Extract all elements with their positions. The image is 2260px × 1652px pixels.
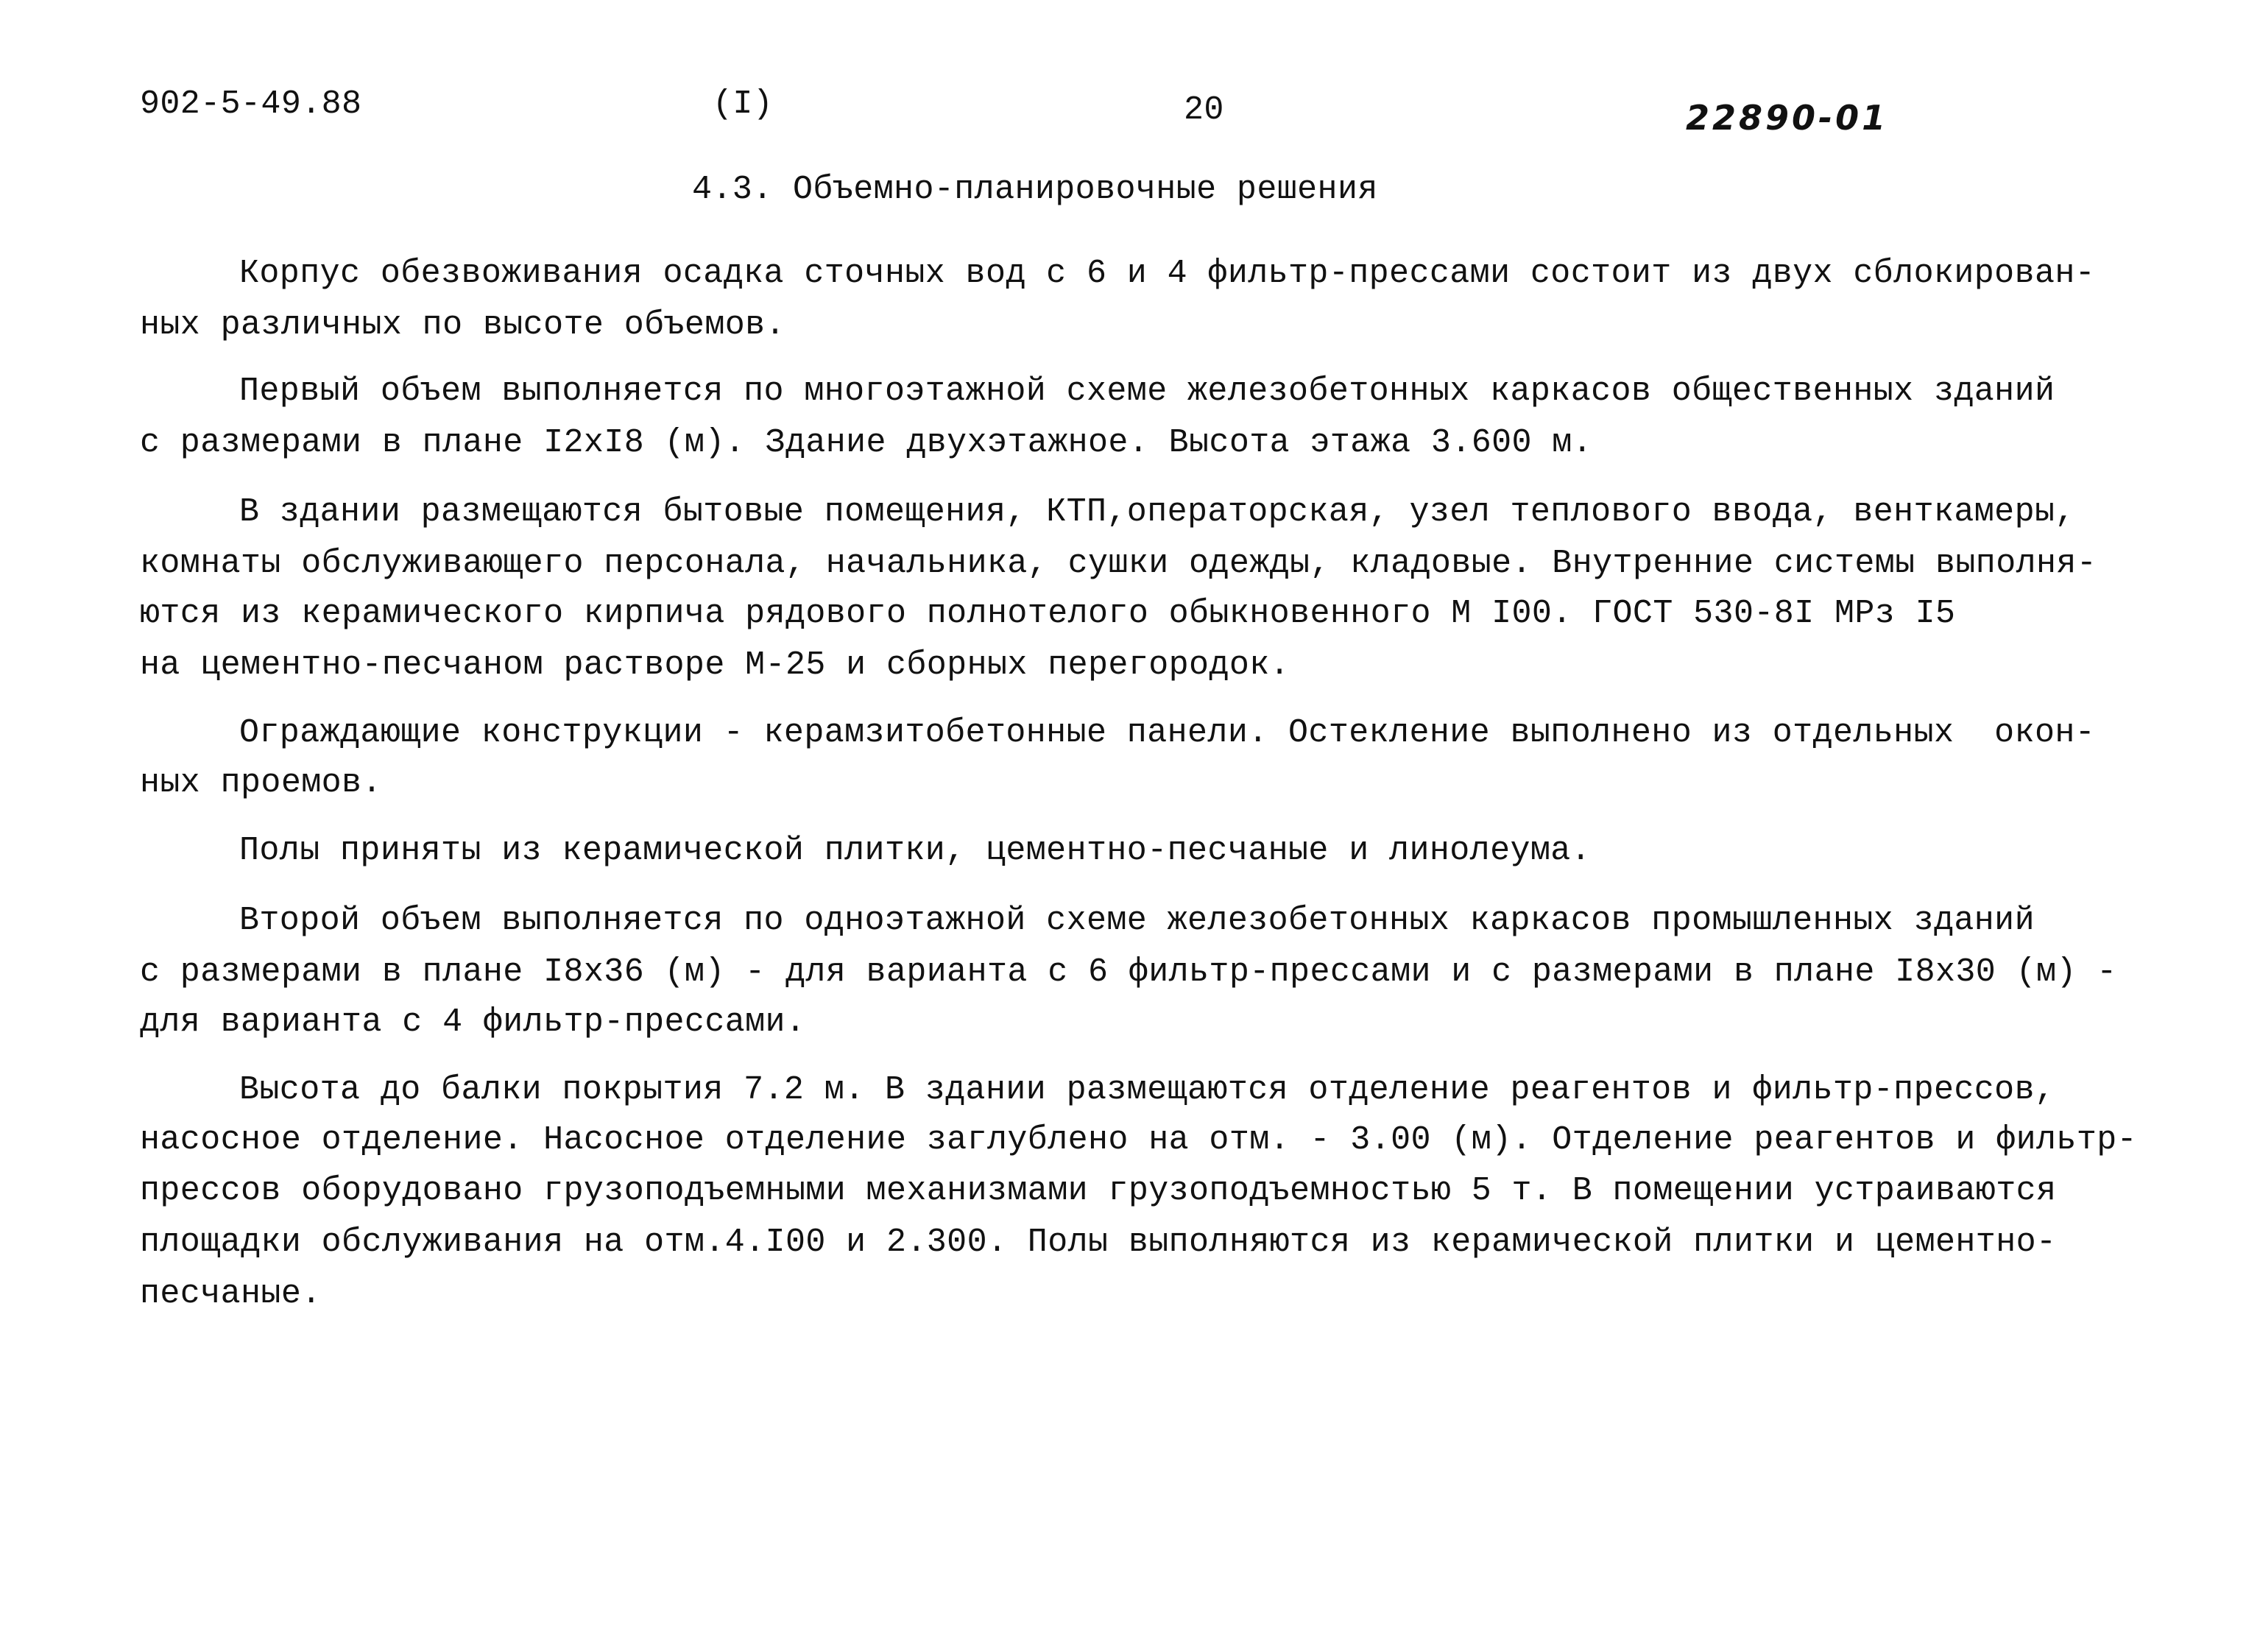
text-line: Высота до балки покрытия 7.2 м. В здании размещаются отделение реагентов и фильтр-прессов,	[239, 1071, 2055, 1109]
text-line: песчаные.	[140, 1275, 322, 1313]
text-line: площадки обслуживания на отм.4.I00 и 2.300. Полы выполняются из керамической плитки и цементно-	[140, 1224, 2057, 1261]
text-line: Ограждающие конструкции - керамзитобетонные панели. Остекление выполнено из отдельных окон-	[239, 714, 2096, 752]
inventory-number: 22890-01	[1686, 98, 1889, 138]
text-line: Первый объем выполняется по многоэтажной схеме железобетонных каркасов общественных зданий	[239, 373, 2055, 410]
text-line: ных проемов.	[140, 764, 382, 802]
section-title: 4.3. Объемно-планировочные решения	[692, 171, 1378, 208]
text-line: на цементно-песчаном растворе М-25 и сборных перегородок.	[140, 646, 1290, 684]
text-line: ются из керамического кирпича рядового полнотелого обыкновенного М I00. ГОСТ 530-8I МРз I5	[140, 595, 1956, 632]
text-line: с размерами в плане I8x36 (м) - для варианта с 6 фильтр-прессами и с размерами в плане I8x30 (м) -	[140, 953, 2117, 991]
text-line: Корпус обезвоживания осадка сточных вод с 6 и 4 фильтр-прессами состоит из двух сблокирован-	[239, 255, 2096, 292]
text-line: ных различных по высоте объемов.	[140, 306, 785, 344]
text-line: прессов оборудовано грузоподъемными механизмами грузоподъемностью 5 т. В помещении устраиваются	[140, 1172, 2057, 1210]
text-line: насосное отделение. Насосное отделение заглублено на отм. - 3.00 (м). Отделение реагентов и фильтр-	[140, 1121, 2138, 1159]
text-line: для варианта с 4 фильтр-прессами.	[140, 1003, 806, 1041]
text-line: комнаты обслуживающего персонала, начальника, сушки одежды, кладовые. Внутренние системы выполня-	[140, 545, 2097, 582]
text-line: Второй объем выполняется по одноэтажной схеме железобетонных каркасов промышленных зданий	[239, 902, 2035, 939]
text-line: В здании размещаются бытовые помещения, КТП,операторская, узел теплового ввода, венткамеры,	[239, 493, 2075, 531]
part-number: (I)	[713, 85, 774, 123]
page-number: 20	[1184, 91, 1224, 129]
text-line: Полы приняты из керамической плитки, цементно-песчаные и линолеума.	[239, 832, 1592, 869]
document-code: 902-5-49.88	[140, 85, 362, 123]
text-line: с размерами в плане I2xI8 (м). Здание двухэтажное. Высота этажа 3.600 м.	[140, 424, 1593, 462]
